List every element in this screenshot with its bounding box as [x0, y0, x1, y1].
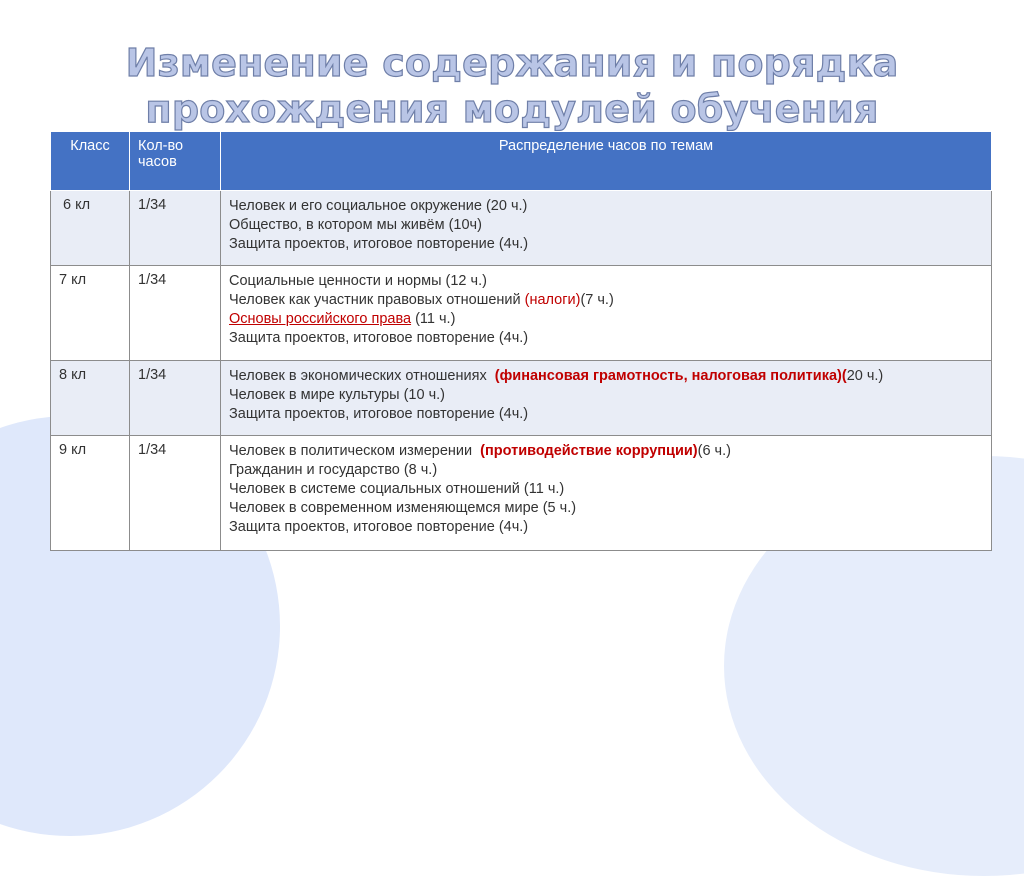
topic-hours: 20 ч.) — [846, 367, 884, 384]
slide-title-line-2: прохождения модулей обучения — [145, 87, 879, 131]
hours-cell: 1/34 — [130, 191, 221, 266]
topic-line: Защита проектов, итоговое повторение (4ч.) — [229, 518, 529, 535]
class-cell: 9 кл — [51, 435, 130, 550]
header-topics: Распределение часов по темам — [221, 132, 992, 191]
topic-highlight: (противодействие коррупции) — [480, 442, 698, 459]
topic-line: Человек в современном изменяющемся мире (5 ч.) — [229, 499, 577, 516]
topic-line: Защита проектов, итоговое повторение (4ч.) — [229, 405, 529, 422]
slide-title — [0, 40, 1024, 132]
table-row — [51, 191, 992, 266]
topic-line — [229, 367, 983, 386]
topic-line: Общество, в котором мы живём (10ч) — [229, 217, 482, 233]
class-cell: 6 кл — [51, 191, 130, 266]
table-row — [51, 265, 992, 360]
topic-line — [229, 310, 983, 329]
topics-cell — [221, 360, 992, 435]
class-cell: 8 кл — [51, 360, 130, 435]
topic-line: Человек и его социальное окружение (20 ч.) — [229, 198, 528, 214]
header-class: Класс — [51, 132, 130, 191]
topic-hours: (6 ч.) — [697, 442, 731, 459]
schedule-table — [50, 131, 992, 551]
topic-text: Человек в политическом измерении — [229, 442, 481, 459]
slide-title-line-1: Изменение содержания и порядка — [125, 41, 899, 85]
topic-highlight: (налоги) — [524, 291, 581, 308]
topic-line: Социальные ценности и нормы (12 ч.) — [229, 272, 487, 289]
topic-line: Гражданин и государство (8 ч.) — [229, 461, 438, 478]
hours-cell: 1/34 — [130, 360, 221, 435]
topic-text: Человек в экономических отношениях — [229, 367, 495, 384]
topics-cell — [221, 191, 992, 266]
topic-hours: (11 ч.) — [411, 310, 456, 327]
topic-hours: (7 ч.) — [580, 291, 614, 308]
hours-cell: 1/34 — [130, 435, 221, 550]
topic-text: Человек как участник правовых отношений — [229, 291, 525, 308]
topic-line: Защита проектов, итоговое повторение (4ч.) — [229, 329, 529, 346]
table-row — [51, 435, 992, 550]
topic-line: Защита проектов, итоговое повторение (4ч.) — [229, 236, 529, 252]
topic-line — [229, 291, 983, 310]
header-hours: Кол-во часов — [130, 132, 221, 191]
topic-line — [229, 442, 983, 461]
topic-line: Человек в системе социальных отношений (11 ч.) — [229, 480, 565, 497]
topic-line: Человек в мире культуры (10 ч.) — [229, 386, 445, 403]
hours-cell: 1/34 — [130, 265, 221, 360]
topics-cell — [221, 265, 992, 360]
class-cell: 7 кл — [51, 265, 130, 360]
table-header-row — [51, 132, 992, 191]
topic-highlight: (финансовая грамотность, налоговая политика)( — [494, 367, 847, 384]
topic-highlight: Основы российского права — [229, 310, 412, 327]
table-row — [51, 360, 992, 435]
topics-cell — [221, 435, 992, 550]
